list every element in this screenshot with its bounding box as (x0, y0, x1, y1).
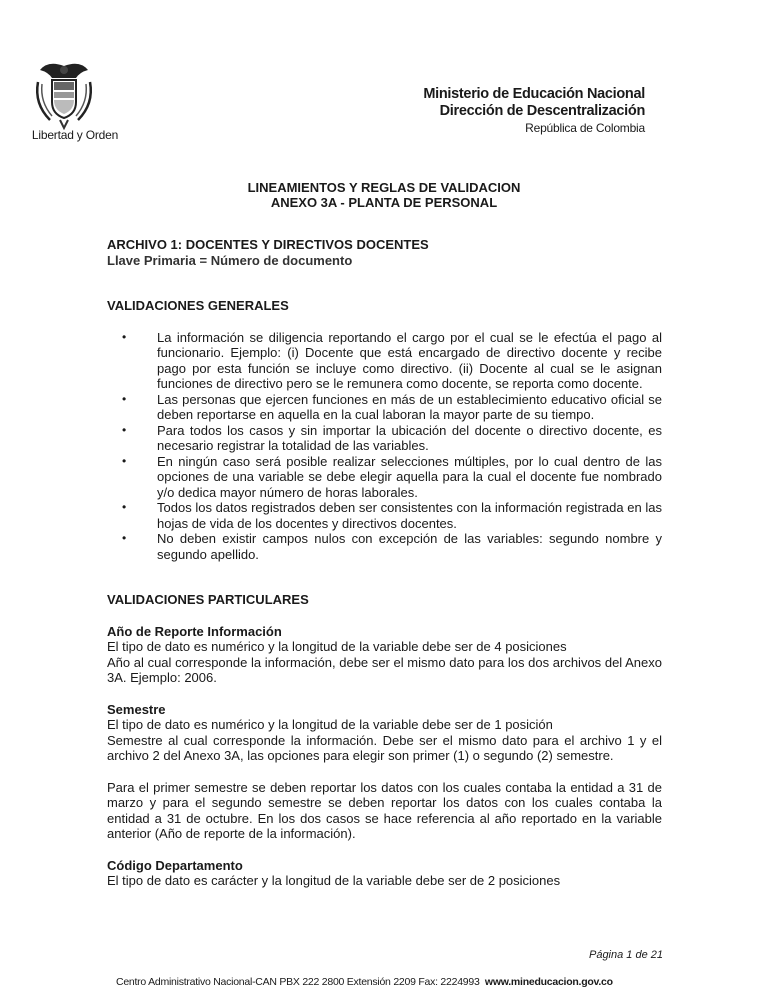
letterhead (423, 86, 645, 136)
footer-address: Centro Administrativo Nacional-CAN PBX 222 2800 Extensión 2209 Fax: 2224993 (116, 976, 480, 988)
ministry-name: Ministerio de Educación Nacional (423, 86, 645, 102)
section-line: El tipo de dato es numérico y la longitud de la variable debe ser de 4 posiciones (107, 639, 567, 654)
primary-key: Llave Primaria = Número de documento (107, 252, 353, 268)
list-item: • Todos los datos registrados deben ser consistentes con la información registrada en las hojas de vida de los docentes y directivos docentes. (157, 500, 662, 531)
document-body (107, 237, 662, 889)
section-title-anio: Año de Reporte Información (107, 623, 282, 639)
list-item: • Para todos los casos y sin importar la ubicación del docente o directivo docente, es necesario registrar la totalidad de las variables. (157, 423, 662, 454)
country-name: República de Colombia (525, 121, 645, 135)
footer-website-link[interactable]: www.mineducacion.gov.co (484, 976, 613, 988)
section-line: Semestre al cual corresponde la información. Debe ser el mismo dato para el archivo 1 y el archivo 2 del Anexo 3A, las opciones para elegir son primer (1) o segundo (2) semestre. (107, 732, 662, 763)
document-title (0, 180, 768, 210)
title-line-2: ANEXO 3A - PLANTA DE PERSONAL (270, 195, 498, 210)
direction-name: Dirección de Descentralización (439, 103, 645, 119)
generales-heading: VALIDACIONES GENERALES (107, 298, 289, 313)
title-line-1: LINEAMIENTOS Y REGLAS DE VALIDACION (247, 180, 521, 195)
coat-of-arms-icon (28, 58, 100, 130)
particulares-heading: VALIDACIONES PARTICULARES (107, 592, 309, 607)
page-number: Página 1 de 21 (588, 949, 663, 961)
section-line: El tipo de dato es carácter y la longitud de la variable debe ser de 2 posiciones (107, 873, 561, 888)
section-line: Año al cual corresponde la información, debe ser el mismo dato para los dos archivos del Anexo 3A. Ejemplo: 2006. (107, 654, 662, 685)
list-item: • No deben existir campos nulos con excepción de las variables: segundo nombre y segundo apellido. (157, 531, 662, 562)
generales-list (107, 330, 662, 563)
section-title-codigo-departamento: Código Departamento (107, 857, 243, 873)
motto-text: Libertad y Orden (31, 128, 119, 142)
section-title-semestre: Semestre (107, 701, 166, 717)
list-item: • Las personas que ejercen funciones en más de un establecimiento educativo oficial se deben reportarse en aquella en la cual laboran la mayor parte de su tiempo. (157, 392, 662, 423)
list-item: • En ningún caso será posible realizar selecciones múltiples, por lo cual dentro de las opciones de una variable se debe elegir aquella para la cual el docente fue nombrado y/o dedica mayor número de horas laborales. (157, 454, 662, 501)
section-paragraph: Para el primer semestre se deben reportar los datos con los cuales contaba la entidad a 31 de marzo y para el segundo semestre se deben reportar los datos con los cuales contaba la entidad a 31 de octubre. En los dos casos se hace referencia al año reportado en la variable anterior (Año de reporte de la información). (107, 779, 662, 841)
list-item: • La información se diligencia reportando el cargo por el cual se le efectúa el pago al funcionario. Ejemplo: (i) Docente que está encargado de directivo docente y recibe pago por esta función se incluye como directivo. (ii) Docente al cual se le asignan funciones de directivo pero se le remunera como docente, se reporta como docente. (157, 330, 662, 392)
footer (116, 976, 613, 988)
section-line: El tipo de dato es numérico y la longitud de la variable debe ser de 1 posición (107, 717, 553, 732)
archivo-heading: ARCHIVO 1: DOCENTES Y DIRECTIVOS DOCENTES (107, 237, 429, 252)
